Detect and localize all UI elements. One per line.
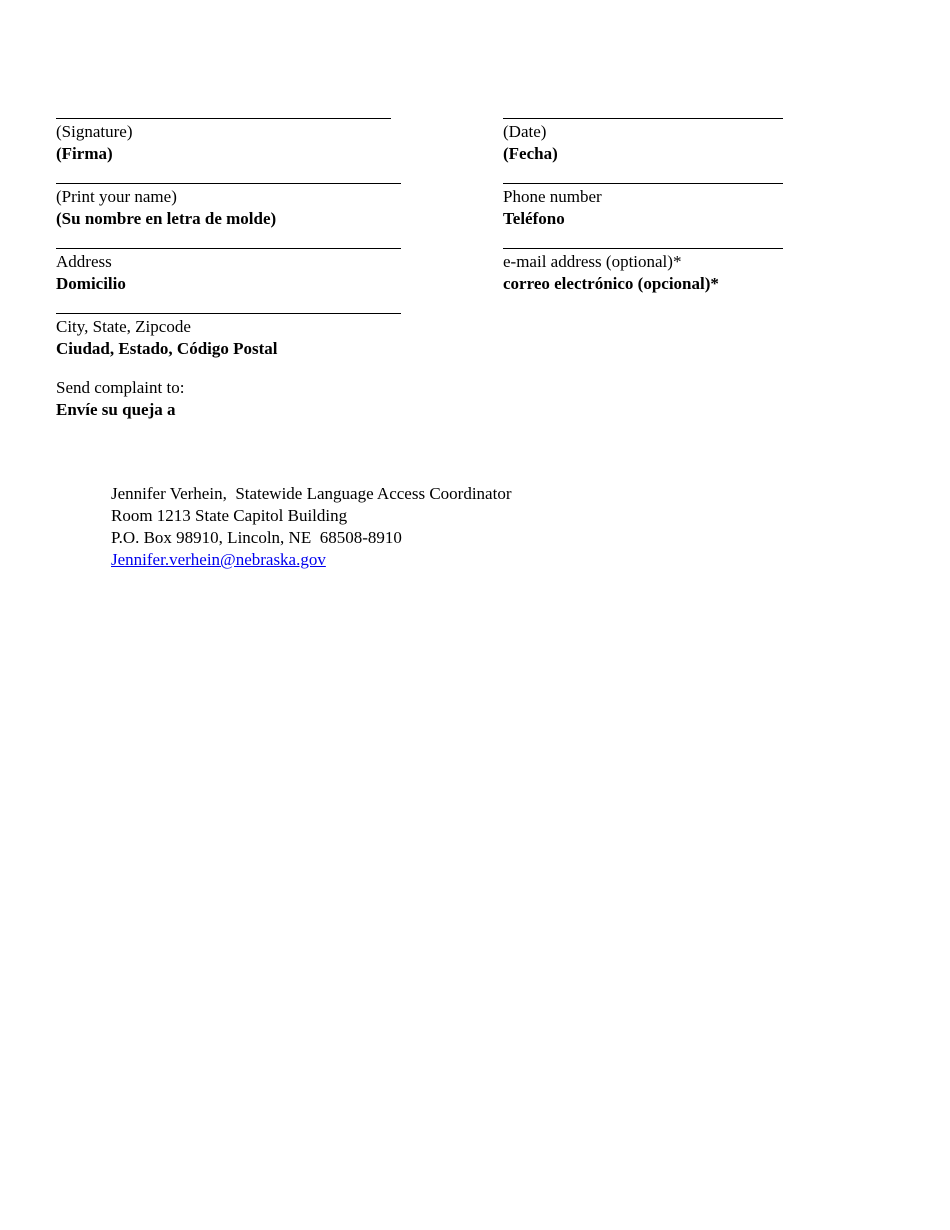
date-line[interactable] <box>503 118 783 119</box>
print-name-field <box>56 183 401 230</box>
phone-line[interactable] <box>503 183 783 184</box>
contact-address-block <box>111 483 511 571</box>
address-line[interactable] <box>56 248 401 249</box>
signature-field <box>56 118 391 165</box>
email-field <box>503 248 783 295</box>
address-label: Address <box>56 252 112 271</box>
date-label-es: (Fecha) <box>503 144 558 163</box>
contact-email-link[interactable]: Jennifer.verhein@nebraska.gov <box>111 550 326 569</box>
phone-label: Phone number <box>503 187 602 206</box>
signature-label: (Signature) <box>56 122 133 141</box>
city-state-zip-label-es: Ciudad, Estado, Código Postal <box>56 339 278 358</box>
contact-name-title: Jennifer Verhein, Statewide Language Access Coordinator <box>111 484 512 503</box>
contact-room: Room 1213 State Capitol Building <box>111 506 348 525</box>
signature-line[interactable] <box>56 118 391 119</box>
print-name-label: (Print your name) <box>56 187 177 206</box>
date-label: (Date) <box>503 122 547 141</box>
email-line[interactable] <box>503 248 783 249</box>
address-label-es: Domicilio <box>56 274 126 293</box>
city-state-zip-label: City, State, Zipcode <box>56 317 191 336</box>
email-label-es: correo electrónico (opcional)* <box>503 274 719 293</box>
phone-label-es: Teléfono <box>503 209 565 228</box>
city-state-zip-line[interactable] <box>56 313 401 314</box>
contact-po-box: P.O. Box 98910, Lincoln, NE 68508-8910 <box>111 528 402 547</box>
signature-label-es: (Firma) <box>56 144 113 163</box>
email-label: e-mail address (optional)* <box>503 252 682 271</box>
send-to-section <box>56 377 184 421</box>
address-field <box>56 248 401 295</box>
phone-field <box>503 183 783 230</box>
send-to-label-es: Envíe su queja a <box>56 400 176 419</box>
city-state-zip-field <box>56 313 401 360</box>
send-to-label: Send complaint to: <box>56 378 185 397</box>
print-name-line[interactable] <box>56 183 401 184</box>
date-field <box>503 118 783 165</box>
print-name-label-es: (Su nombre en letra de molde) <box>56 209 277 228</box>
